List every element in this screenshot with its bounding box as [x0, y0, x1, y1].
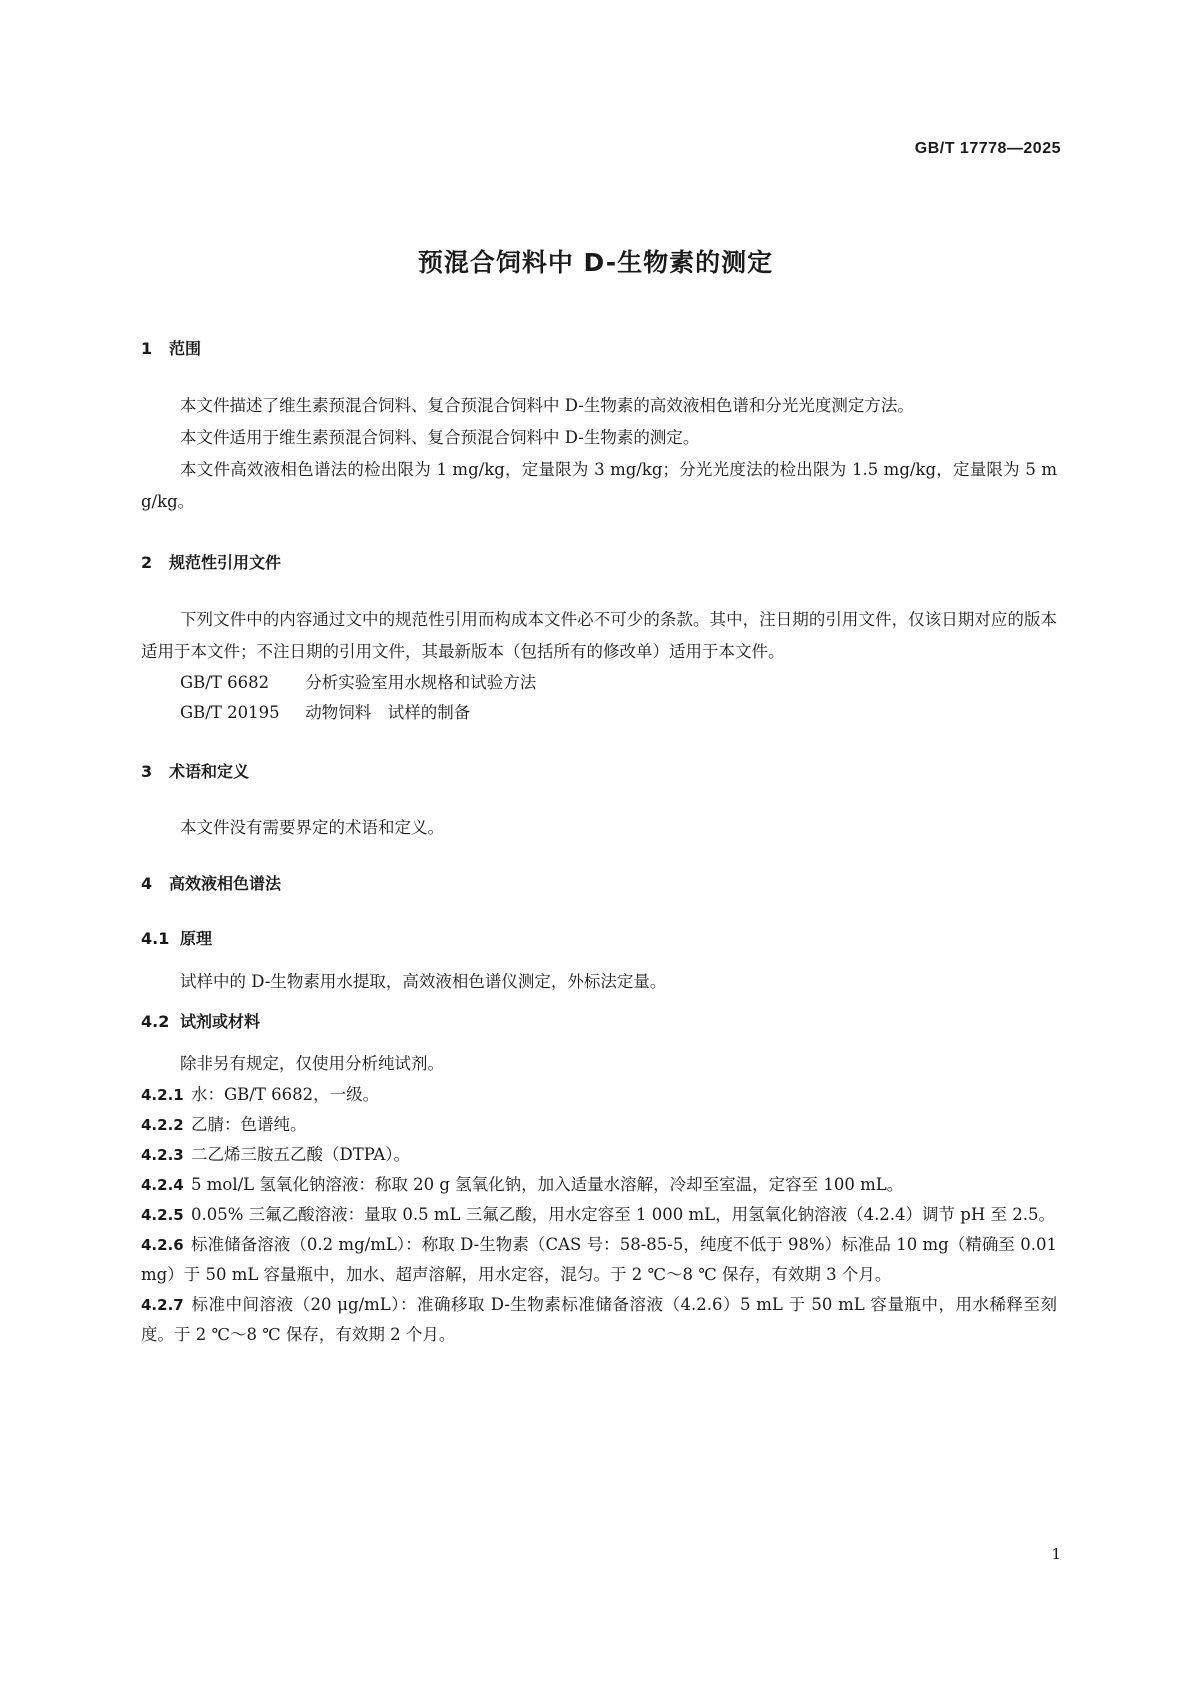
section-3-heading	[141, 758, 1057, 786]
paragraph: 本文件没有需要界定的术语和定义。	[180, 818, 444, 837]
list-item	[141, 1200, 1057, 1230]
item-number: 4.2.3	[141, 1146, 184, 1164]
item-number: 4.2.1	[141, 1086, 184, 1104]
section-title: 试剂或材料	[180, 1012, 261, 1031]
item-text: 标准储备溶液（0.2 mg/mL）：称取 D-生物素（CAS 号：58-85-5，纯度不低于 98%）标准品 10 mg（精确至 0.01 mg）于 50 mL 容量瓶中，加水、超声溶解，用水定容，混匀。于 2 ℃～8 ℃ 保存，有效期 3 个月。	[141, 1235, 1057, 1284]
section-title: 规范性引用文件	[169, 553, 282, 572]
item-text: 乙腈：色谱纯。	[191, 1115, 307, 1134]
reference-item	[141, 668, 1057, 698]
section-number: 1	[141, 339, 153, 358]
page-number: 1	[1051, 1545, 1061, 1563]
item-text: 水：GB/T 6682，一级。	[191, 1085, 380, 1104]
item-number: 4.2.7	[141, 1296, 184, 1314]
list-item	[141, 1290, 1057, 1350]
section-title: 高效液相色谱法	[169, 874, 282, 893]
list-item	[141, 1230, 1057, 1290]
section-4-2-heading	[141, 1008, 1057, 1036]
item-text: 5 mol/L 氢氧化钠溶液：称取 20 g 氢氧化钠，加入适量水溶解，冷却至室温，定容至 100 mL。	[191, 1175, 904, 1194]
item-number: 4.2.6	[141, 1236, 184, 1254]
reference-code: GB/T 20195	[180, 703, 280, 722]
list-item	[141, 1110, 1057, 1140]
reference-title: 分析实验室用水规格和试验方法	[305, 673, 537, 692]
section-number: 3	[141, 762, 153, 781]
paragraph: 下列文件中的内容通过文中的规范性引用而构成本文件必不可少的条款。其中，注日期的引用文件，仅该日期对应的版本适用于本文件；不注日期的引用文件，其最新版本（包括所有的修改单）适用于本文件。	[141, 610, 1057, 661]
list-item	[141, 1140, 1057, 1170]
paragraph: 本文件高效液相色谱法的检出限为 1 mg/kg，定量限为 3 mg/kg；分光光度法的检出限为 1.5 mg/kg，定量限为 5 mg/kg。	[141, 460, 1057, 511]
paragraph: 除非另有规定，仅使用分析纯试剂。	[180, 1054, 444, 1073]
section-2-heading	[141, 549, 1057, 577]
document-code: GB/T 17778—2025	[914, 140, 1061, 157]
section-title: 术语和定义	[169, 762, 250, 781]
item-text: 标准中间溶液（20 μg/mL）：准确移取 D-生物素标准储备溶液（4.2.6）5 mL 于 50 mL 容量瓶中，用水稀释至刻度。于 2 ℃～8 ℃ 保存，有效期 2 个月。	[141, 1295, 1057, 1344]
item-number: 4.2.2	[141, 1116, 184, 1134]
item-text: 0.05% 三氟乙酸溶液：量取 0.5 mL 三氟乙酸，用水定容至 1 000 mL，用氢氧化钠溶液（4.2.4）调节 pH 至 2.5。	[191, 1205, 1055, 1224]
reference-code: GB/T 6682	[180, 673, 270, 692]
list-item	[141, 1080, 1057, 1110]
list-item	[141, 1170, 1057, 1200]
item-number: 4.2.5	[141, 1206, 184, 1224]
section-4-1-heading	[141, 925, 1057, 953]
paragraph: 试样中的 D-生物素用水提取，高效液相色谱仪测定，外标法定量。	[180, 972, 667, 991]
reference-title: 动物饲料 试样的制备	[305, 703, 471, 722]
section-1-heading	[141, 335, 1057, 363]
section-4-heading	[141, 870, 1057, 898]
reference-item	[141, 698, 1057, 728]
section-title: 原理	[180, 929, 213, 948]
section-number: 4	[141, 874, 153, 893]
item-text: 二乙烯三胺五乙酸（DTPA）。	[191, 1145, 410, 1164]
item-number: 4.2.4	[141, 1176, 184, 1194]
paragraph: 本文件描述了维生素预混合饲料、复合预混合饲料中 D-生物素的高效液相色谱和分光光度测定方法。	[180, 396, 914, 415]
page-title: 预混合饲料中 D-生物素的测定	[417, 248, 774, 277]
section-number: 2	[141, 553, 153, 572]
document-body	[141, 335, 1057, 1350]
section-number: 4.1	[141, 929, 170, 948]
section-number: 4.2	[141, 1012, 170, 1031]
section-title: 范围	[169, 339, 202, 358]
paragraph: 本文件适用于维生素预混合饲料、复合预混合饲料中 D-生物素的测定。	[180, 428, 700, 447]
